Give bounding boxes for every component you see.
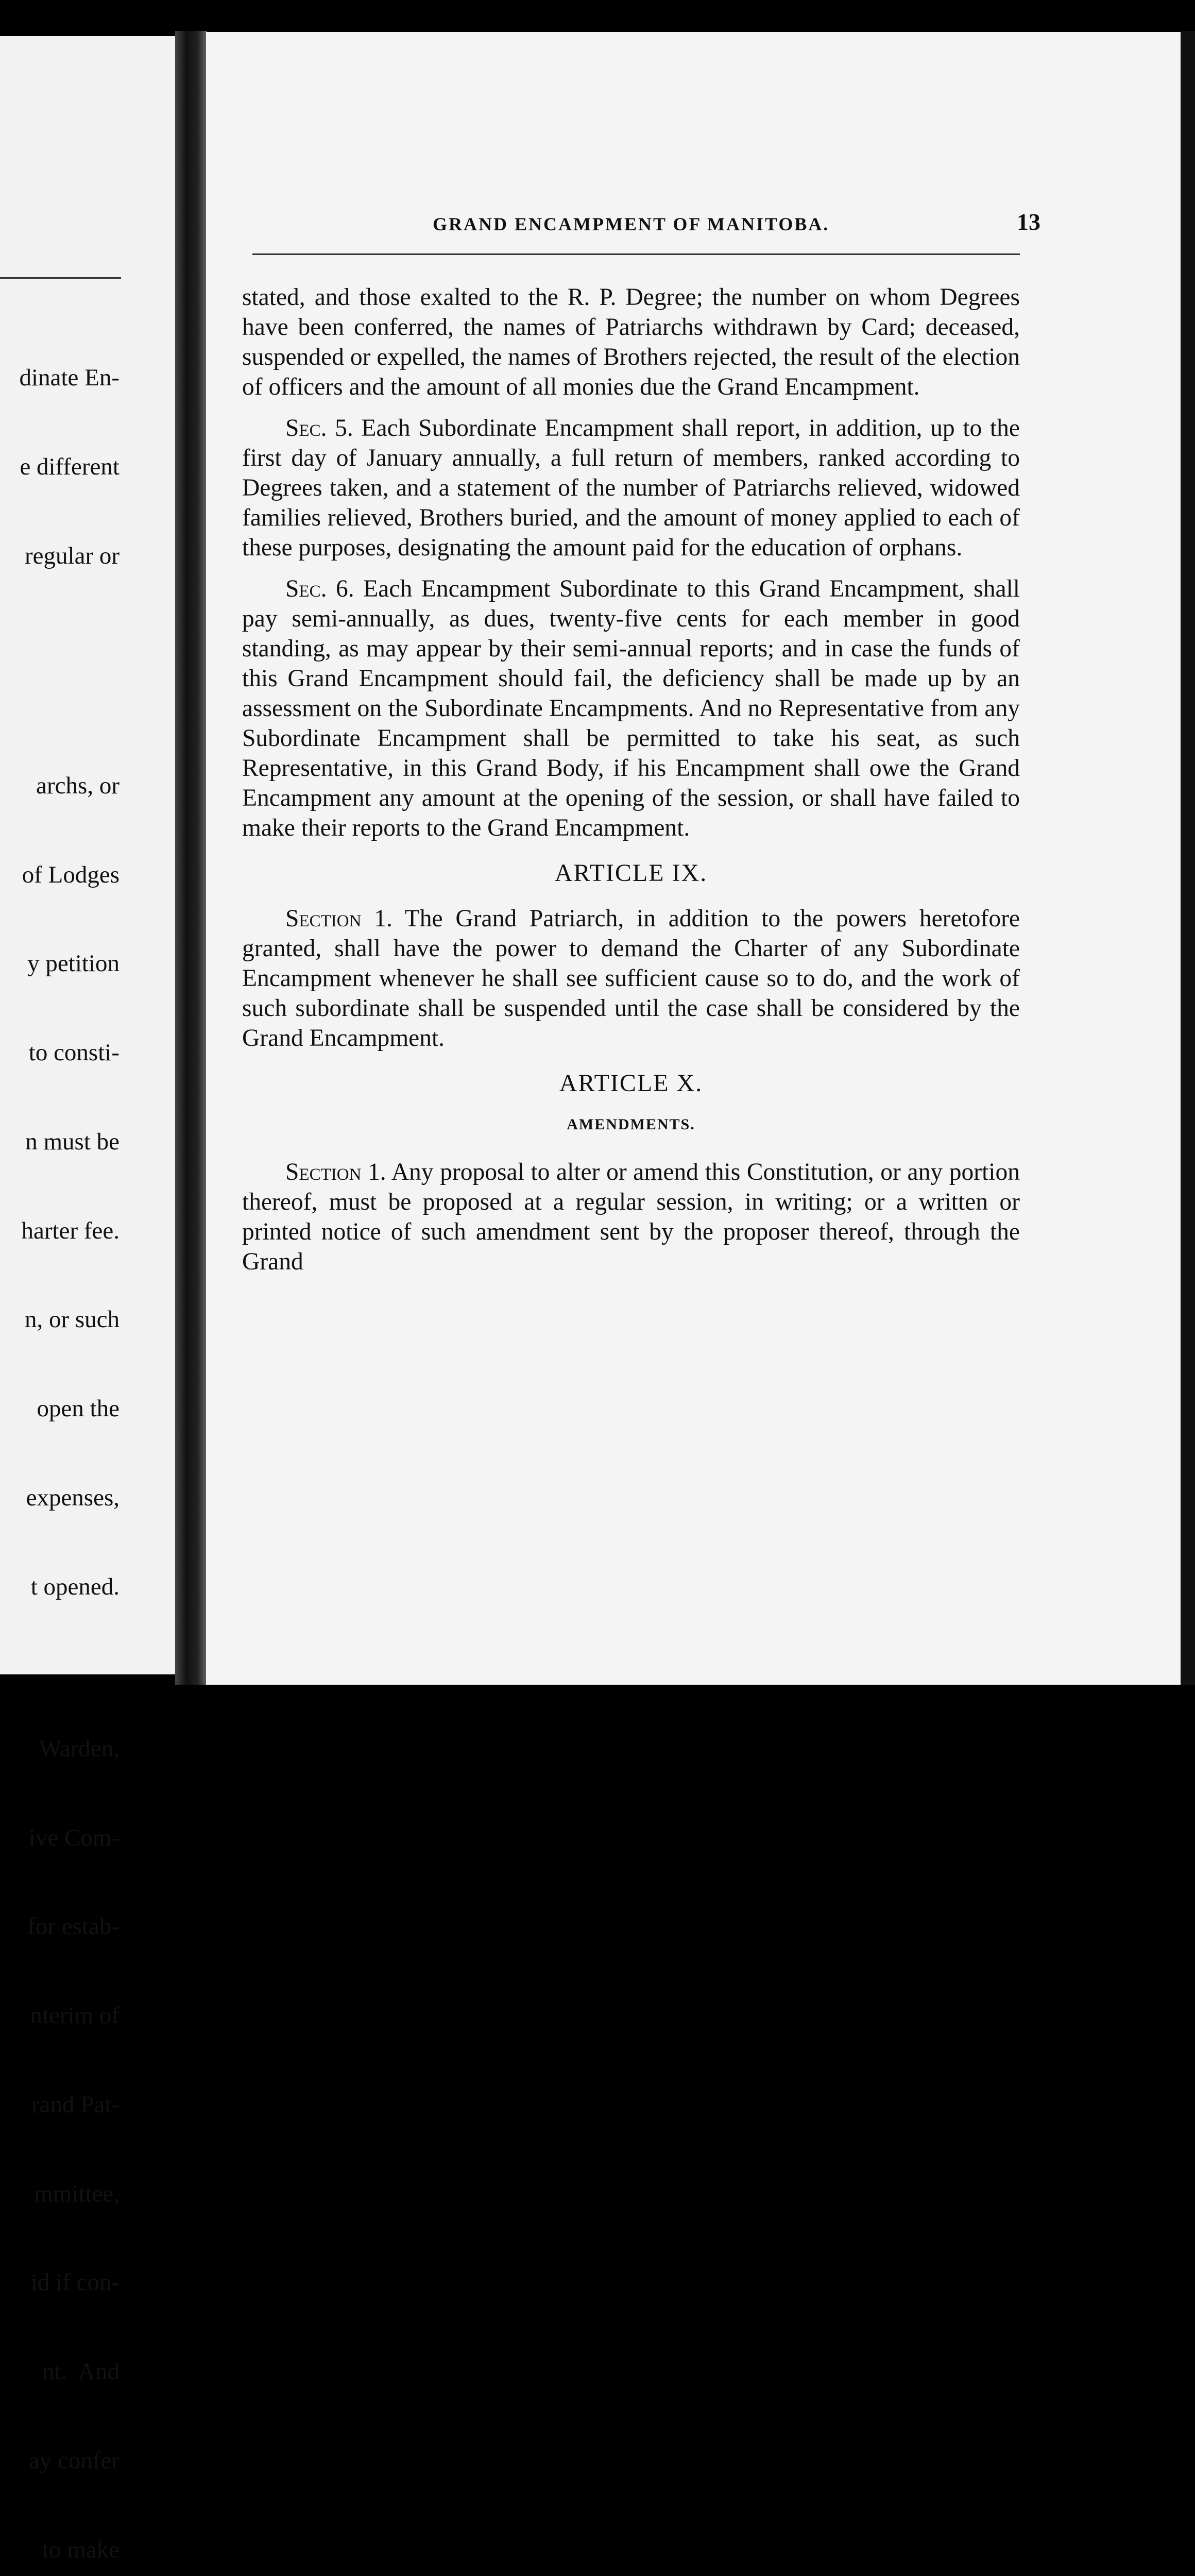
- left-line: Warden,: [39, 1735, 120, 1762]
- amendments-subheading: AMENDMENTS.: [567, 1116, 695, 1133]
- page-body: [242, 282, 1020, 1288]
- left-line: of Lodges: [22, 861, 120, 888]
- page-header: [227, 207, 1040, 238]
- article-10-section-1-text: Any proposal to alter or amend this Constitution, or any portion thereof, must be proposed at a regular session, in writing; or a written or printed notice of such amendment sent by the proposer thereof, through the Grand: [242, 1159, 1020, 1275]
- left-line: ay confer: [28, 2447, 120, 2474]
- left-line: rand Pat-: [31, 2091, 120, 2118]
- section-6-paragraph: [242, 574, 1020, 843]
- article-9-section-1-label: Section 1.: [285, 905, 392, 932]
- page-number: 13: [1017, 209, 1040, 235]
- section-5-paragraph: [242, 413, 1020, 563]
- left-line: archs, or: [36, 772, 120, 799]
- article-10-section-1-paragraph: [242, 1157, 1020, 1277]
- section-6-text: Each Encampment Subordinate to this Grand Encampment, shall pay semi-annually, as dues, twenty-five cents for each member in good standing, as may appear by their semi-annual reports; and in case the funds of this Grand Encampment should fail, the deficiency shall be made up by an assessment on the Subordinate Encampments. And no Representative from any Subordinate Encampment shall be permitted to take his seat, as such Representative, in this Grand Body, if his Encampment shall owe the Grand Encampment any amount at the opening of the session, or shall have failed to make their reports to the Grand Encampment.: [242, 575, 1020, 841]
- left-page-rule: [0, 277, 121, 279]
- article-9-heading: ARTICLE IX.: [554, 859, 708, 887]
- left-line: to make: [42, 2536, 120, 2563]
- left-line: dinate En-: [19, 364, 120, 392]
- article-10-heading: ARTICLE X.: [559, 1070, 703, 1097]
- book-spine-gutter: [175, 31, 207, 1690]
- section-5-label: Sec. 5.: [285, 415, 353, 442]
- running-head: GRAND ENCAMPMENT OF MANITOBA.: [433, 214, 830, 234]
- left-line: nt. And: [42, 2358, 120, 2385]
- left-line: regular or: [25, 542, 120, 569]
- left-line: t opened.: [30, 1573, 120, 1600]
- continued-paragraph: stated, and those exalted to the R. P. Degree; the number on whom Degrees have been conferred, the names of Patriarchs withdrawn by Card; deceased, suspended or expelled, the names of Brothers rejected, the result of the election of officers and the amount of all monies due the Grand Encampment.: [242, 284, 1020, 400]
- left-line: nterim of: [30, 2002, 120, 2029]
- left-line: for estab-: [27, 1913, 120, 1940]
- left-line: harter fee.: [21, 1217, 120, 1244]
- left-line: n must be: [25, 1128, 120, 1155]
- left-line: e different: [20, 453, 120, 480]
- section-5-text: Each Subordinate Encampment shall report, in addition, up to the first day of January annually, a full return of members, ranked according to Degrees taken, and a statement of the number of Patriarchs relieved, widowed families relieved, Brothers buried, and the amount of money applied to each of these purposes, designating the amount paid for the education of orphans.: [242, 415, 1020, 561]
- left-line: open the: [37, 1395, 120, 1422]
- left-line: mmittee,: [34, 2180, 120, 2207]
- right-page-edge: [1181, 31, 1195, 1706]
- left-line: ive Com-: [28, 1824, 120, 1851]
- article-10-section-1-label: Section 1.: [285, 1159, 386, 1185]
- left-line: y petition: [27, 950, 120, 977]
- left-page-text: [0, 304, 120, 2576]
- left-facing-page: [0, 36, 179, 2563]
- left-line: to consti-: [28, 1039, 120, 1066]
- left-line: id if con-: [30, 2269, 120, 2296]
- left-line: n, or such: [24, 1306, 120, 1333]
- header-rule: [252, 253, 1020, 255]
- left-line: expenses,: [26, 1484, 120, 1511]
- article-9-section-1-text: The Grand Patriarch, in addition to the powers heretofore granted, shall have the power to demand the Charter of any Subordinate Encampment whenever he shall see sufficient cause so to do, and the work of such subordinate shall be suspended until the case shall be considered by the Grand Encampment.: [242, 905, 1020, 1052]
- bottom-scan-edge: [0, 1685, 1195, 1706]
- section-6-label: Sec. 6.: [285, 575, 354, 602]
- article-9-section-1-paragraph: [242, 904, 1020, 1053]
